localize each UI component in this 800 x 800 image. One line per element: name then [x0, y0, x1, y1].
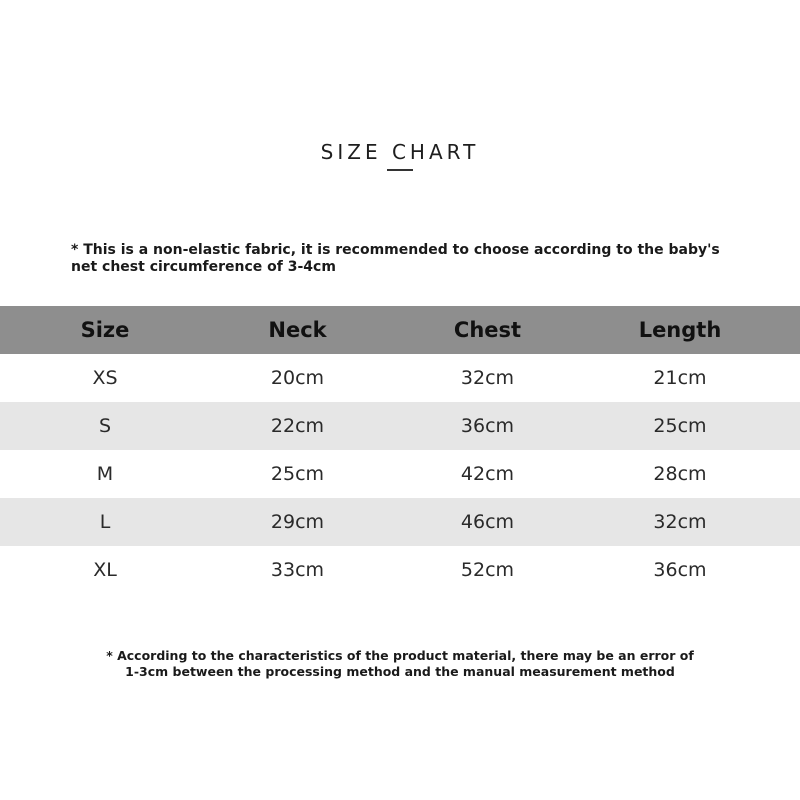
header-length: Length — [638, 318, 722, 342]
neck-cell: 25cm — [270, 463, 325, 485]
length-cell: 32cm — [653, 511, 707, 533]
size-table — [0, 306, 800, 594]
header-neck: Neck — [268, 318, 327, 342]
neck-cell: 20cm — [270, 367, 325, 389]
chest-cell: 52cm — [460, 559, 515, 581]
chest-cell: 46cm — [460, 511, 515, 533]
page-title: SIZE CHART — [320, 140, 480, 164]
measurement-note — [0, 648, 800, 680]
neck-cell: 22cm — [270, 415, 325, 437]
table-row — [0, 354, 800, 402]
length-cell: 25cm — [653, 415, 707, 437]
neck-cell: 33cm — [270, 559, 325, 581]
header-chest: Chest — [453, 318, 522, 342]
size-cell: S — [98, 415, 112, 437]
neck-cell: 29cm — [270, 511, 325, 533]
length-cell: 36cm — [653, 559, 707, 581]
table-row — [0, 498, 800, 546]
chest-cell: 42cm — [460, 463, 515, 485]
table-row — [0, 402, 800, 450]
length-cell: 28cm — [653, 463, 707, 485]
measurement-note-line2: 1-3cm between the processing method and the manual measurement method — [125, 664, 675, 679]
title-underline — [387, 169, 413, 171]
table-row — [0, 450, 800, 498]
header-size: Size — [80, 318, 130, 342]
size-cell: XL — [93, 559, 117, 581]
table-header-row — [0, 306, 800, 354]
length-cell: 21cm — [653, 367, 707, 389]
size-cell: M — [96, 463, 114, 485]
fabric-note: * This is a non-elastic fabric, it is recommended to choose according to the baby's net chest circumference of 3-4cm — [71, 242, 720, 275]
table-row — [0, 546, 800, 594]
chest-cell: 36cm — [460, 415, 515, 437]
measurement-note-line1: * According to the characteristics of the product material, there may be an error of — [106, 648, 694, 663]
size-cell: XS — [92, 367, 118, 389]
size-cell: L — [99, 511, 111, 533]
chest-cell: 32cm — [460, 367, 515, 389]
